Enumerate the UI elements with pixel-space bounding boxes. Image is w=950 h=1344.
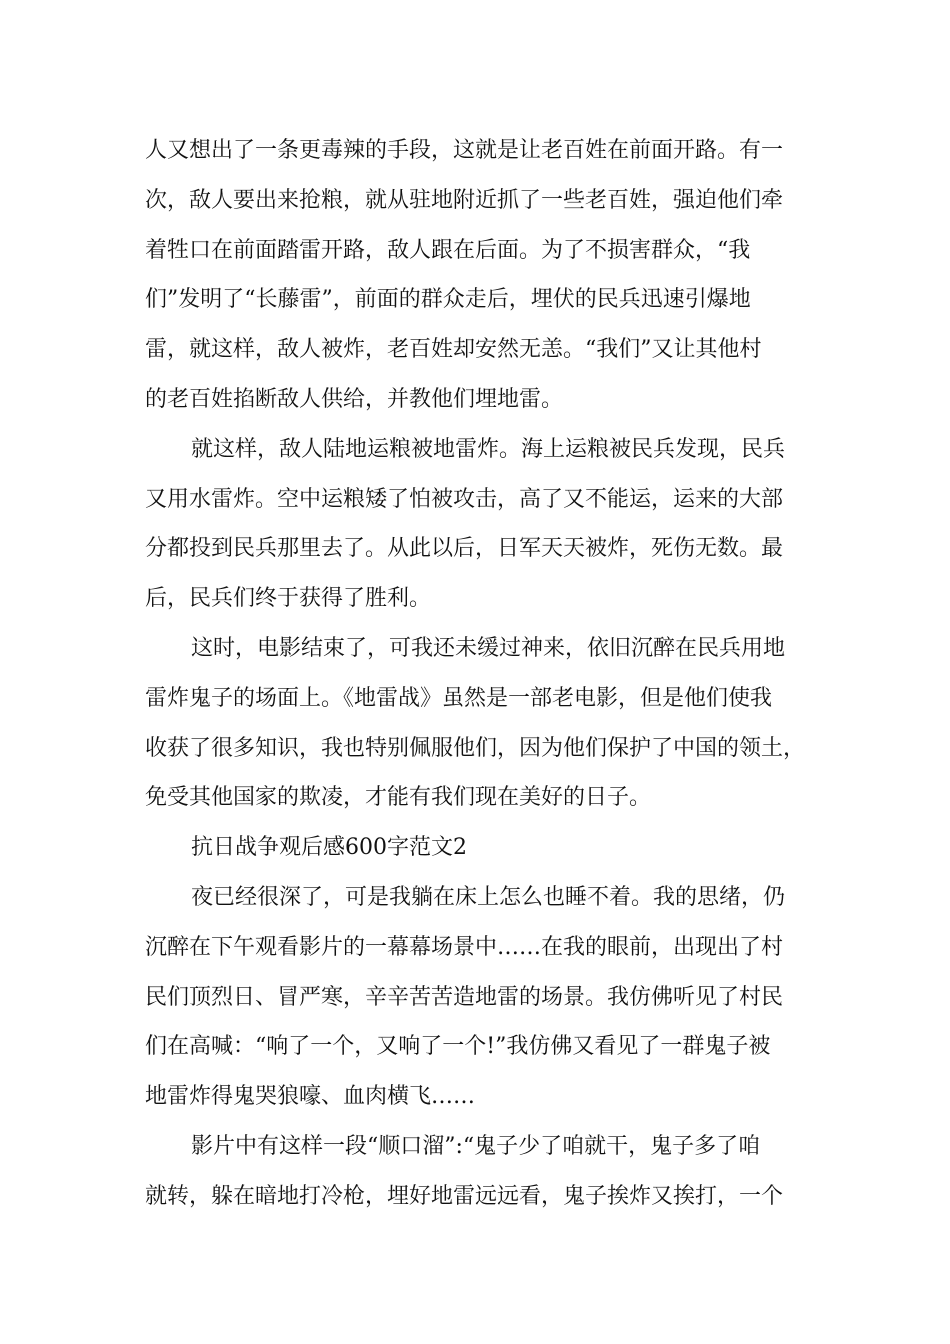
- text-line: 次，敌人要出来抢粮，就从驻地附近抓了一些老百姓，强迫他们牵: [145, 187, 784, 213]
- text-line: 们在高喊：“响了一个，又响了一个!”我仿佛又看见了一群鬼子被: [145, 1034, 771, 1060]
- text-line: 又用水雷炸。空中运粮矮了怕被攻击，高了又不能运，运来的大部: [145, 486, 784, 512]
- text-line: 影片中有这样一段“顺口溜”:“鬼子少了咱就干，鬼子多了咱: [191, 1133, 761, 1159]
- text-line: 雷炸鬼子的场面上。《地雷战》虽然是一部老电影，但是他们使我: [145, 685, 773, 711]
- body-text: [145, 126, 825, 1222]
- text-line: 地雷炸得鬼哭狼嚎、血肉横飞……: [145, 1084, 476, 1110]
- text-line: 免受其他国家的欺凌，才能有我们现在美好的日子。: [145, 785, 652, 811]
- text-line: 这时，电影结束了，可我还未缓过神来，依旧沉醉在民兵用地: [191, 635, 786, 661]
- text-line: 雷，就这样，敌人被炸，老百姓却安然无恙。“我们”又让其他村: [145, 337, 762, 363]
- text-line: 分都投到民兵那里去了。从此以后，日军天天被炸，死伤无数。最: [145, 536, 784, 562]
- text-line: 抗日战争观后感600字范文2: [191, 835, 467, 861]
- text-line: 的老百姓掐断敌人供给，并教他们埋地雷。: [145, 386, 564, 412]
- text-line: 着牲口在前面踏雷开路，敌人跟在后面。为了不损害群众，“我: [145, 237, 751, 263]
- text-line: 们”发明了“长藤雷”，前面的群众走后，埋伏的民兵迅速引爆地: [145, 287, 751, 313]
- text-line: 收获了很多知识，我也特别佩服他们，因为他们保护了中国的领土，: [145, 735, 806, 761]
- text-line: 就转，躲在暗地打冷枪，埋好地雷远远看，鬼子挨炸又挨打，一个: [145, 1183, 784, 1209]
- text-line: 后，民兵们终于获得了胜利。: [145, 586, 432, 612]
- text-line: 沉醉在下午观看影片的一幕幕场景中……在我的眼前，出现出了村: [145, 934, 784, 960]
- text-line: 民们顶烈日、冒严寒，辛辛苦苦造地雷的场景。我仿佛听见了村民: [145, 984, 784, 1010]
- text-line: 夜已经很深了，可是我躺在床上怎么也睡不着。我的思绪，仍: [191, 884, 786, 910]
- text-line: 人又想出了一条更毒辣的手段，这就是让老百姓在前面开路。有一: [145, 138, 784, 163]
- text-line: 就这样，敌人陆地运粮被地雷炸。海上运粮被民兵发现，民兵: [191, 436, 786, 462]
